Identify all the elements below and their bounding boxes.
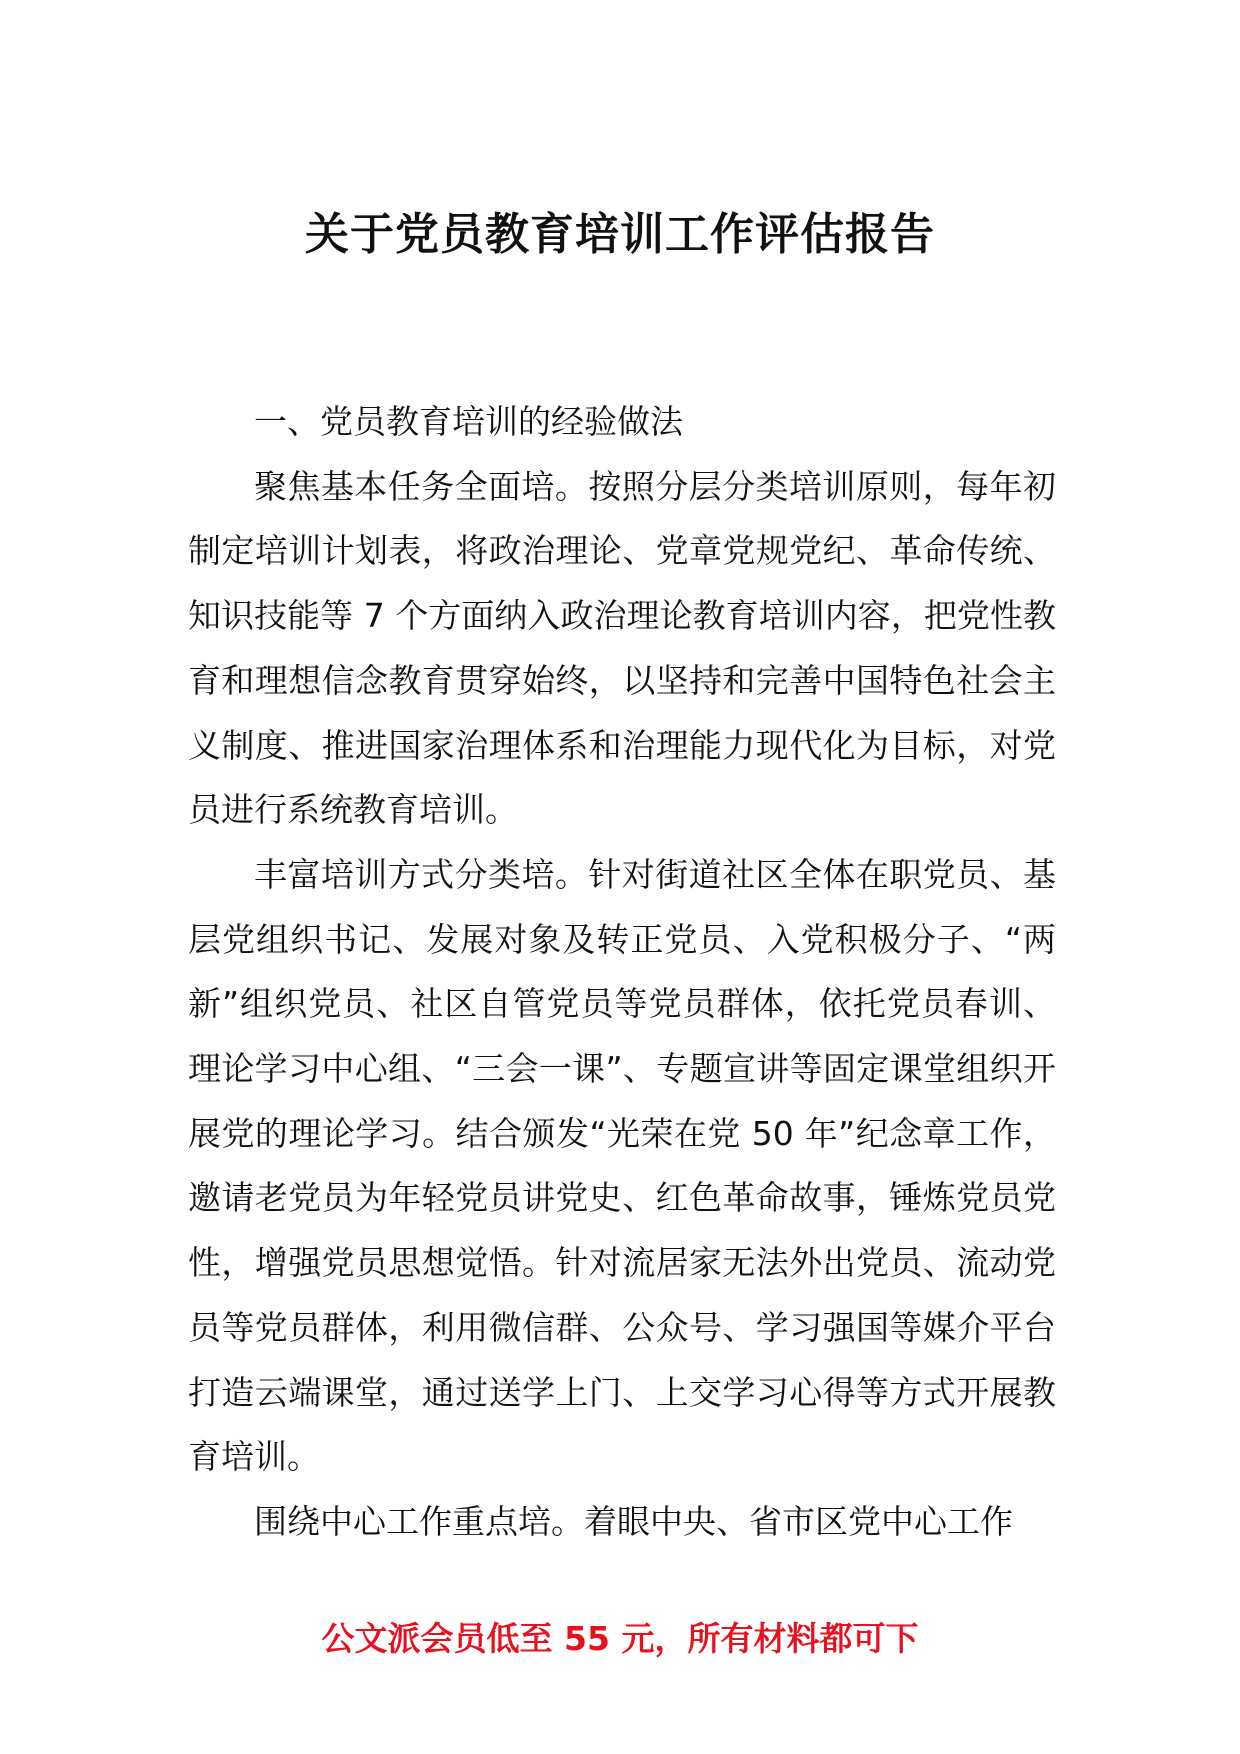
promo-footer: 公文派会员低至 55 元，所有材料都可下: [321, 1619, 919, 1658]
paragraph-3: 围绕中心工作重点培。着眼中央、省市区党中心工作: [254, 1501, 1013, 1541]
document-title: 关于党员教育培训工作评估报告: [305, 209, 935, 260]
paragraph-1: 聚焦基本任务全面培。按照分层分类培训原则，每年初制定培训计划表，将政治理论、党章党规党纪、革命传统、知识技能等 7 个方面纳入政治理论教育培训内容，把党性教育和理想信念教育贯穿始终，以坚持和完善中国特色社会主义制度、推进国家治理体系和治理能力现代化为目标，对党员进行系统教育培训。: [188, 466, 1056, 830]
document-body: [188, 390, 1056, 1555]
section-heading: 一、党员教育培训的经验做法: [254, 402, 683, 441]
paragraph-2: 丰富培训方式分类培。针对街道社区全体在职党员、基层党组织书记、发展对象及转正党员、入党积极分子、“两新”组织党员、社区自管党员等党员群体，依托党员春训、理论学习中心组、“三会一课”、专题宣讲等固定课堂组织开展党的理论学习。结合颁发“光荣在党 50 年”纪念章工作，邀请老党员为年轻党员讲党史、红色革命故事，锤炼党员党性，增强党员思想觉悟。针对流居家无法外出党员、流动党员等党员群体，利用微信群、公众号、学习强国等媒介平台打造云端课堂，通过送学上门、上交学习心得等方式开展教育培训。: [188, 854, 1056, 1477]
